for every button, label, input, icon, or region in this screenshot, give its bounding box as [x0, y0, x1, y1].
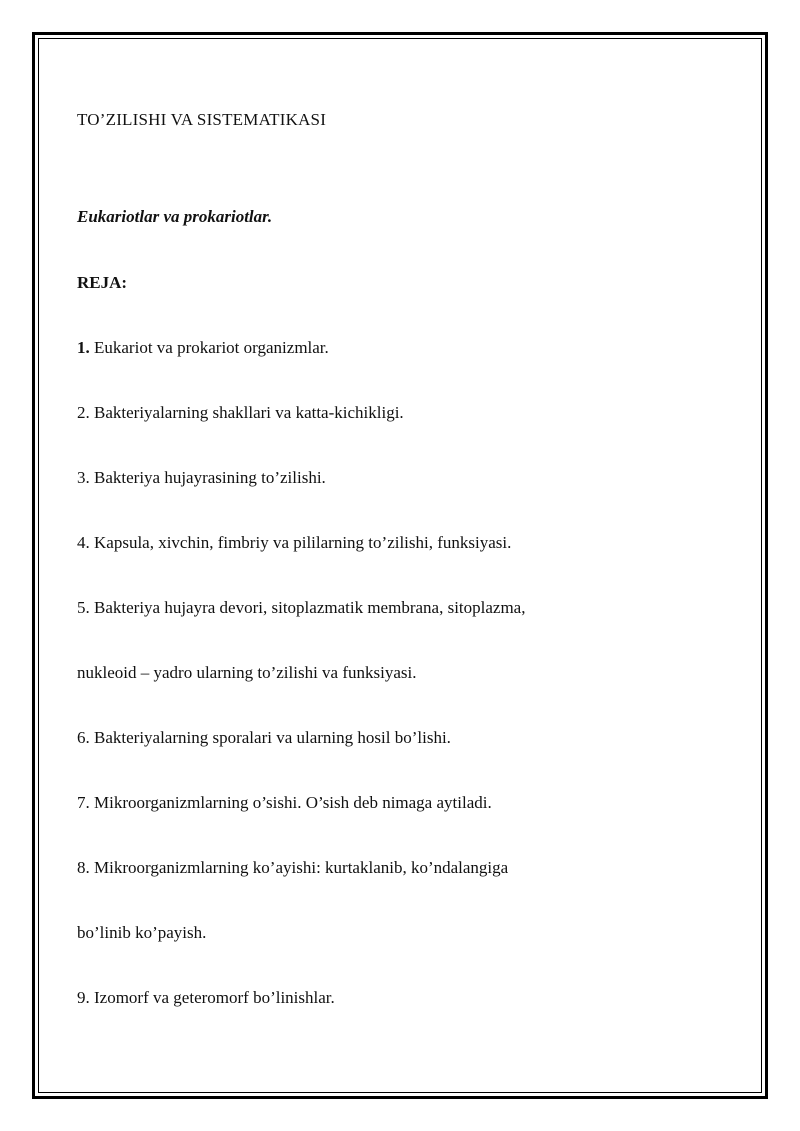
plan-item-number: 1. [77, 338, 90, 357]
plan-item-8-continued: bo’linib ko’payish. [77, 923, 207, 942]
plan-item-8: 8. Mikroorganizmlarning ko’ayishi: kurtaklanib, ko’ndalangiga [77, 858, 509, 877]
document-heading: TO’ZILISHI VA SISTEMATIKASI [77, 110, 327, 129]
plan-item-3: 3. Bakteriya hujayrasining to’zilishi. [77, 468, 326, 487]
plan-item-6: 6. Bakteriyalarning sporalari va ularning hosil bo’lishi. [77, 728, 451, 747]
plan-item-7: 7. Mikroorganizmlarning o’sishi. O’sish deb nimaga aytiladi. [77, 793, 492, 812]
plan-item-1 [77, 338, 329, 358]
plan-item-text: Eukariot va prokariot organizmlar. [94, 338, 329, 357]
plan-item-4: 4. Kapsula, xivchin, fimbriy va pililarning to’zilishi, funksiyasi. [77, 533, 512, 552]
plan-item-2: 2. Bakteriyalarning shakllari va katta-kichikligi. [77, 403, 404, 422]
plan-item-5-continued: nukleoid – yadro ularning to’zilishi va funksiyasi. [77, 663, 417, 682]
plan-item-9: 9. Izomorf va geteromorf bo’linishlar. [77, 988, 335, 1007]
document-subtitle: Eukariotlar va prokariotlar. [77, 207, 273, 226]
plan-title: REJA: [77, 273, 128, 292]
plan-item-5: 5. Bakteriya hujayra devori, sitoplazmatik membrana, sitoplazma, [77, 598, 526, 617]
